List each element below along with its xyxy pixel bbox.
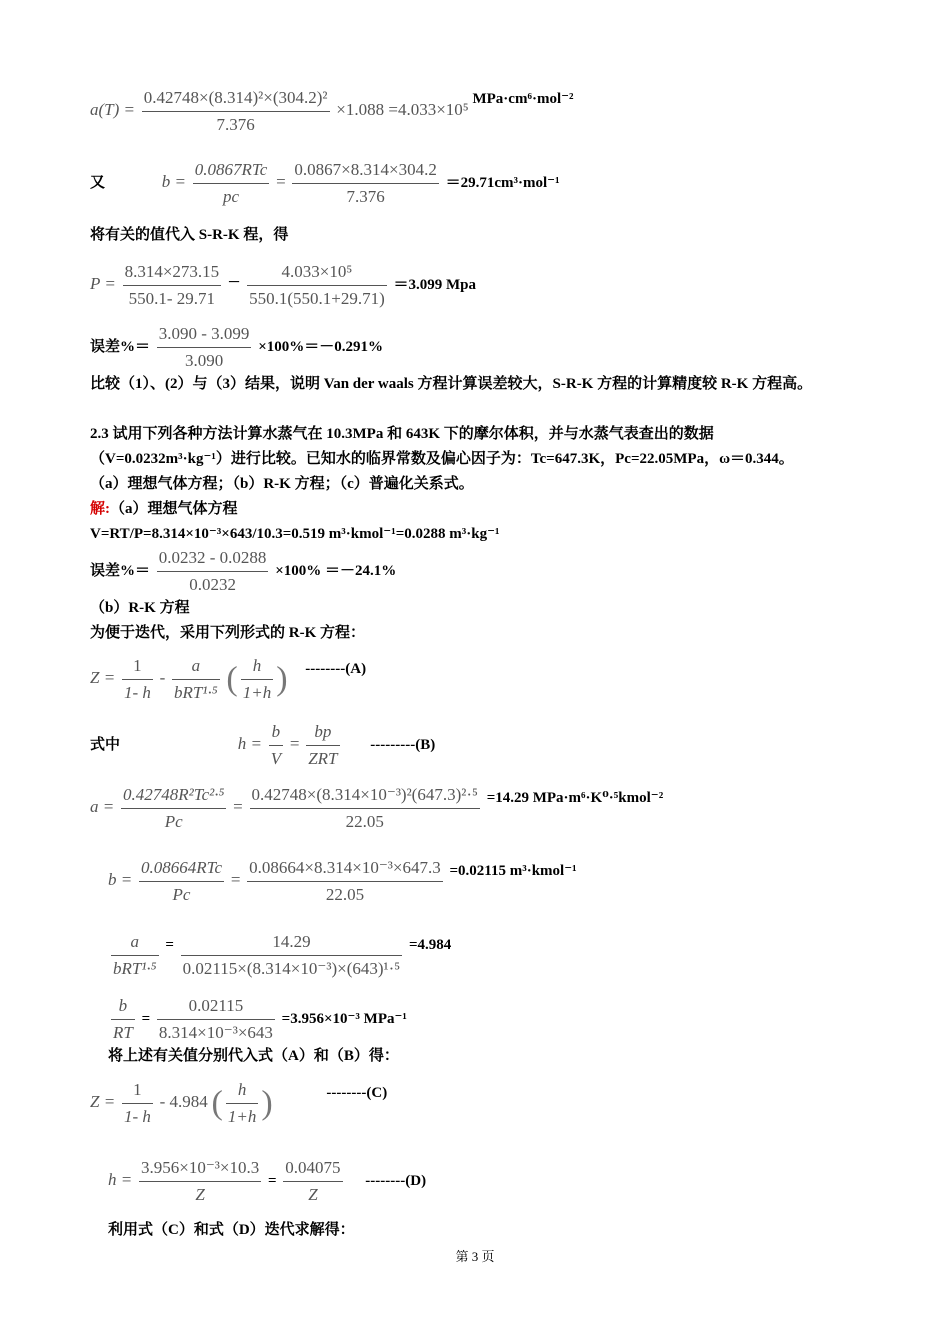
- solution-label: 解:: [90, 501, 110, 517]
- problem-text: （V=0.0232m³·kg⁻¹）进行比较。已知水的临界常数及偏心因子为：Tc=647.3K，Pc=22.05MPa，ω＝0.344。: [90, 451, 794, 467]
- eq-B: 式中 h = $\frac{b}{V}$ = $\frac{bp}{\text{ZRT}}$ ---------(B): [90, 722, 436, 768]
- eq-P: P = $\frac{8.314\times 273.15}{550.1- 29.71}$ − $\frac{\text{4.033×10⁵}}{550.1(550.1+29.71)}$ ＝3.099 Mpa: [90, 262, 477, 308]
- text-line: 为便于迭代，采用下列形式的 R-K 方程：: [90, 625, 365, 641]
- text-line: 将上述有关值分别代入式（A）和（B）得：: [108, 1048, 399, 1064]
- section-rk: （b）R-K 方程: [90, 600, 190, 616]
- eq-b-srk: 又 b = $\frac{\text{0.0867RTc}}{pc}$ = $\frac{0.0867\times 8.314\times 304.2}{7.376}$ ＝29.71cm³·mol⁻¹: [90, 160, 560, 206]
- eq-A: Z = $\frac{1}{1- h}$ - $\frac{a}{\text{bRT¹·⁵}}$ ( $\frac{h}{1+h}$ ) --------(A): [90, 656, 367, 702]
- fraction: $\frac{\text{0.42748×(8.314)²×(304.2)²}}{7.376}$: [143, 88, 328, 134]
- text-line: 利用式（C）和式（D）迭代求解得：: [108, 1222, 355, 1238]
- page-number: 第 3 页: [455, 1249, 495, 1264]
- eq-b-over-RT: $\frac{b}{RT}$ = $\frac{0.02115}{\text{8.314×10⁻³×643}}$ =3.956×10⁻³ MPa⁻¹: [113, 996, 407, 1042]
- unit: MPa·cm⁶·mol⁻²: [472, 90, 574, 107]
- text-line: 比较（1）、(2）与（3）结果，说明 Van der waals 方程计算误差较大，S-R-K 方程的计算精度较 R-K 方程高。: [90, 376, 813, 392]
- eq-a-value: a = $\frac{\text{0.42748R²Tc²·⁵}}{Pc}$ = $\frac{\text{0.42748×(8.314×10⁻³)²(647.3)²·⁵}}{22.05}$ =14.29 MPa·m⁶·K⁰·⁵kmol⁻²: [90, 785, 664, 831]
- eq-aT: a(T) = $\frac{\text{0.42748×(8.314)²×(304.2)²}}{7.376}$ ×1.088 =4.033×10⁵ MPa·cm⁶·mol⁻²: [90, 88, 574, 134]
- eq-a-over-bRT: $\frac{a}{\text{bRT¹·⁵}}$ = $\frac{14.29}{\text{0.02115×(8.314×10⁻³)×(643)¹·⁵}}$ =4.984: [113, 932, 452, 978]
- text-line: 将有关的值代入 S-R-K 程，得: [90, 227, 289, 243]
- solution-a: 解:（a）理想气体方程: [90, 501, 238, 517]
- eq-C: Z = $\frac{1}{1- h}$ - 4.984 ( $\frac{h}{1+h}$ ) --------(C): [90, 1080, 388, 1126]
- problem-text: 2.3 试用下列各种方法计算水蒸气在 10.3MPa 和 643K 下的摩尔体积，并与水蒸气表查出的数据: [90, 426, 714, 442]
- eq-error-2: 误差%＝ $\frac{0.0232 - 0.0288}{0.0232}$ ×100% ＝－24.1%: [90, 548, 397, 594]
- problem-text: （a）理想气体方程；（b）R-K 方程；（c）普遍化关系式。: [90, 476, 474, 492]
- eq-lhs: a(T) =: [90, 99, 135, 119]
- eq-b-value: b = $\frac{\text{0.08664RTc}}{Pc}$ = $\frac{\text{0.08664×8.314×10⁻³×647.3}}{22.05}$ =0.02115 m³·kmol⁻¹: [108, 858, 577, 904]
- eq-D: h = $\frac{\text{3.956×10⁻³×10.3}}{Z}$ = $\frac{0.04075}{Z}$ --------(D): [108, 1158, 427, 1204]
- ideal-gas-result: V=RT/P=8.314×10⁻³×643/10.3=0.519 m³·kmol⁻¹=0.0288 m³·kg⁻¹: [90, 526, 500, 542]
- eq-error-1: 误差%＝ $\frac{3.090 - 3.099}{3.090}$ ×100%＝－0.291%: [90, 324, 383, 370]
